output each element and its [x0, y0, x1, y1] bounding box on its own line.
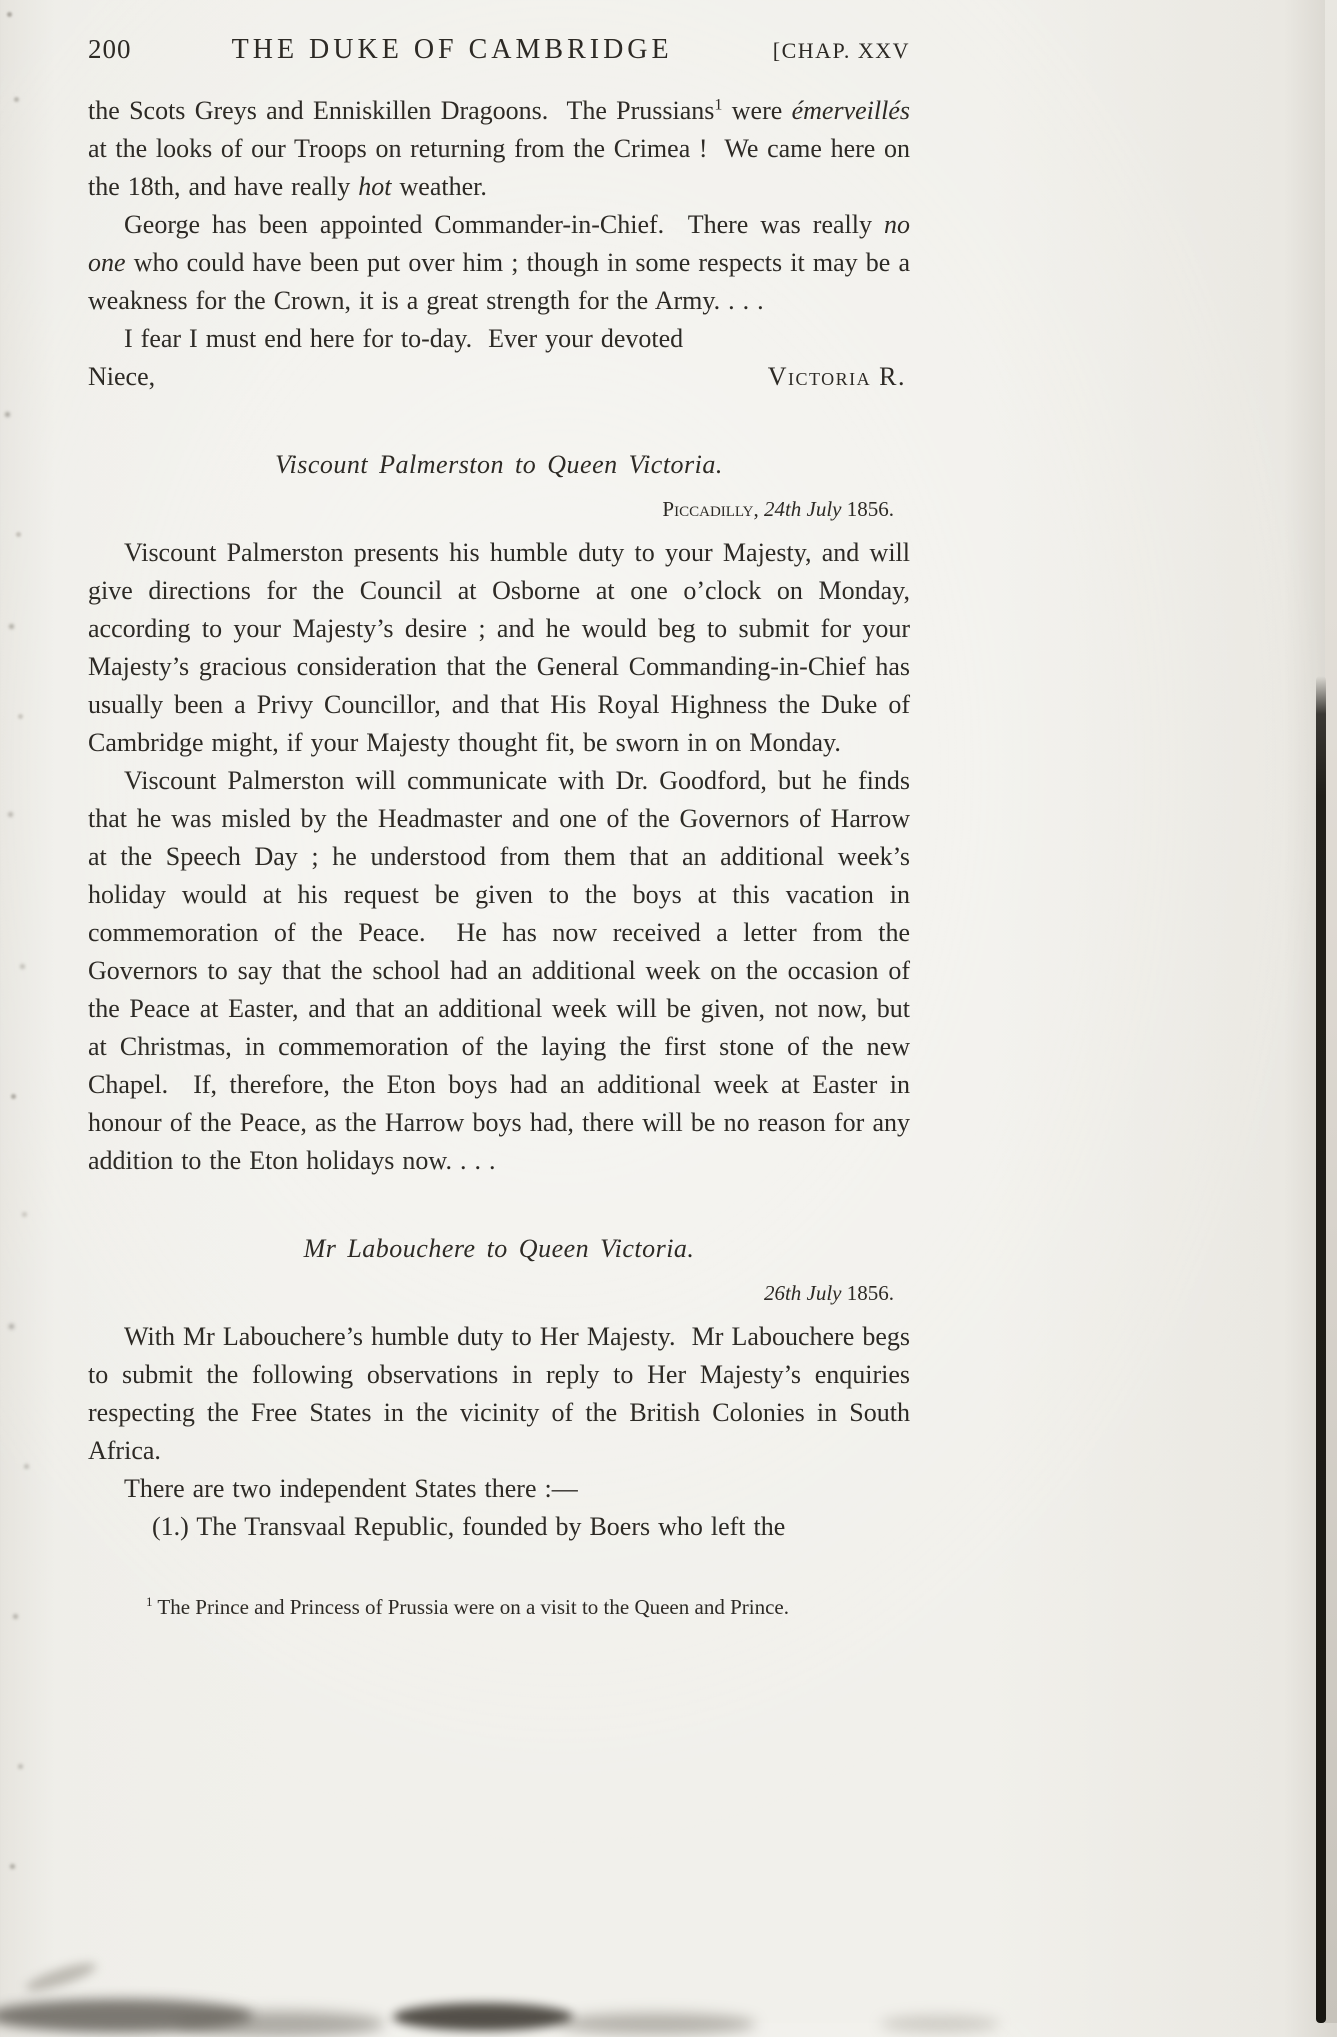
text-segment: were: [722, 96, 792, 125]
text-segment: who could have been put over him ; though in some respects it may be a weakness for the Crown, it is a great strength for the Army. . . .: [88, 248, 910, 315]
page-edge-shade: [1325, 0, 1337, 2023]
text-segment-i: émerveillés: [791, 96, 910, 125]
text-segment: The Prince and Princess of Prussia were on a visit to the Queen and Prince.: [152, 1595, 789, 1619]
paragraph-scots-greys: [88, 92, 910, 206]
chapter-label: [CHAP. XXV: [772, 38, 910, 63]
text-segment-i: no one: [88, 210, 910, 277]
signature-line: [88, 358, 910, 396]
text-segment: I fear I must end here for to-day. Ever your devoted: [124, 324, 684, 353]
text-segment: George has been appointed Commander-in-Chief. There was really: [124, 210, 884, 239]
page-number: 200: [88, 34, 132, 64]
binding-shadow: [1316, 676, 1326, 2023]
signature-niece: Niece,: [88, 362, 156, 391]
footnote: [88, 1594, 910, 1621]
bottom-stain: [556, 2013, 756, 2035]
text-segment-i: hot: [358, 172, 392, 201]
text-segment: 1856.: [841, 1281, 894, 1305]
corner-smudge: [23, 1958, 98, 1996]
text-segment-sc: Piccadilly: [662, 497, 754, 521]
paper-specks: [7, 12, 12, 17]
text-segment-i: 24th July: [763, 497, 842, 521]
paragraph-palmerston-1: [88, 534, 910, 762]
paragraph-palmerston-2: [88, 762, 910, 1180]
text-segment: There are two independent States there :—: [124, 1474, 578, 1503]
text-segment: the Scots Greys and Enniskillen Dragoons. The Prussians: [88, 96, 715, 125]
text-segment: Viscount Palmerston will communicate with Dr. Goodford, but he finds that he was misled by the Headmaster and one of the Governors of Harrow at the Speech Day ; he understood from them that an additional week’s holiday would at his request be given to the boys at this vacation in commemoration of the Peace. He has now received a letter from the Governors to say that the school had an additional week on the occasion of the Peace at Easter, and that an additional week will be given, not now, but at Christmas, in commemoration of the laying the first stone of the new Chapel. If, therefore, the Eton boys had an additional week at Easter in honour of the Peace, as the Harrow boys had, there will be no reason for any addition to the Eton holidays now. . . .: [88, 766, 910, 1175]
paragraph-two-states: [88, 1470, 910, 1508]
text-segment: weather.: [391, 172, 487, 201]
letter-heading-palmerston: Viscount Palmerston to Queen Victoria.: [275, 450, 723, 479]
paragraph-closing: [88, 320, 910, 358]
bottom-stain: [393, 2003, 573, 2031]
letter-heading-labouchere: Mr Labouchere to Queen Victoria.: [303, 1234, 695, 1263]
paragraph-transvaal: [88, 1508, 910, 1546]
dateline-july26: [88, 1280, 910, 1306]
paragraph-george-appointed: [88, 206, 910, 320]
running-title: THE DUKE OF CAMBRIDGE: [231, 34, 673, 65]
page-header: [88, 34, 910, 66]
text-segment: With Mr Labouchere’s humble duty to Her Majesty. Mr Labouchere begs to submit the following observations in reply to Her Majesty’s enquiries respecting the Free States in the vicinity of the British Colonies in South Africa.: [88, 1322, 910, 1465]
text-segment: Viscount Palmerston presents his humble duty to your Majesty, and will give directions for the Council at Osborne at one o’clock on Monday, according to your Majesty’s desire ; and he would beg to submit for your Majesty’s gracious consideration that the General Commanding-in-Chief has usually been a Privy Councillor, and that His Royal Highness the Duke of Cambridge might, if your Majesty thought fit, be sworn in on Monday.: [88, 538, 910, 757]
text-segment-i: 26th July: [763, 1281, 842, 1305]
text-segment-sup: 1: [714, 96, 723, 114]
signature-name: Victoria R.: [767, 362, 906, 391]
text-segment: (1.) The Transvaal Republic, founded by Boers who left the: [152, 1512, 786, 1541]
scanned-page: [88, 34, 910, 1621]
dateline-piccadilly: [88, 496, 910, 522]
paragraph-labouchere-1: [88, 1318, 910, 1470]
text-segment: 1856.: [841, 497, 894, 521]
text-segment: at the looks of our Troops on returning from the Crimea ! We came here on the 18th, and have really: [88, 134, 910, 201]
text-segment-sup: 1: [146, 1594, 153, 1609]
bottom-stain: [175, 2011, 385, 2037]
bottom-stain: [880, 2015, 1000, 2033]
text-segment: ,: [753, 497, 764, 521]
